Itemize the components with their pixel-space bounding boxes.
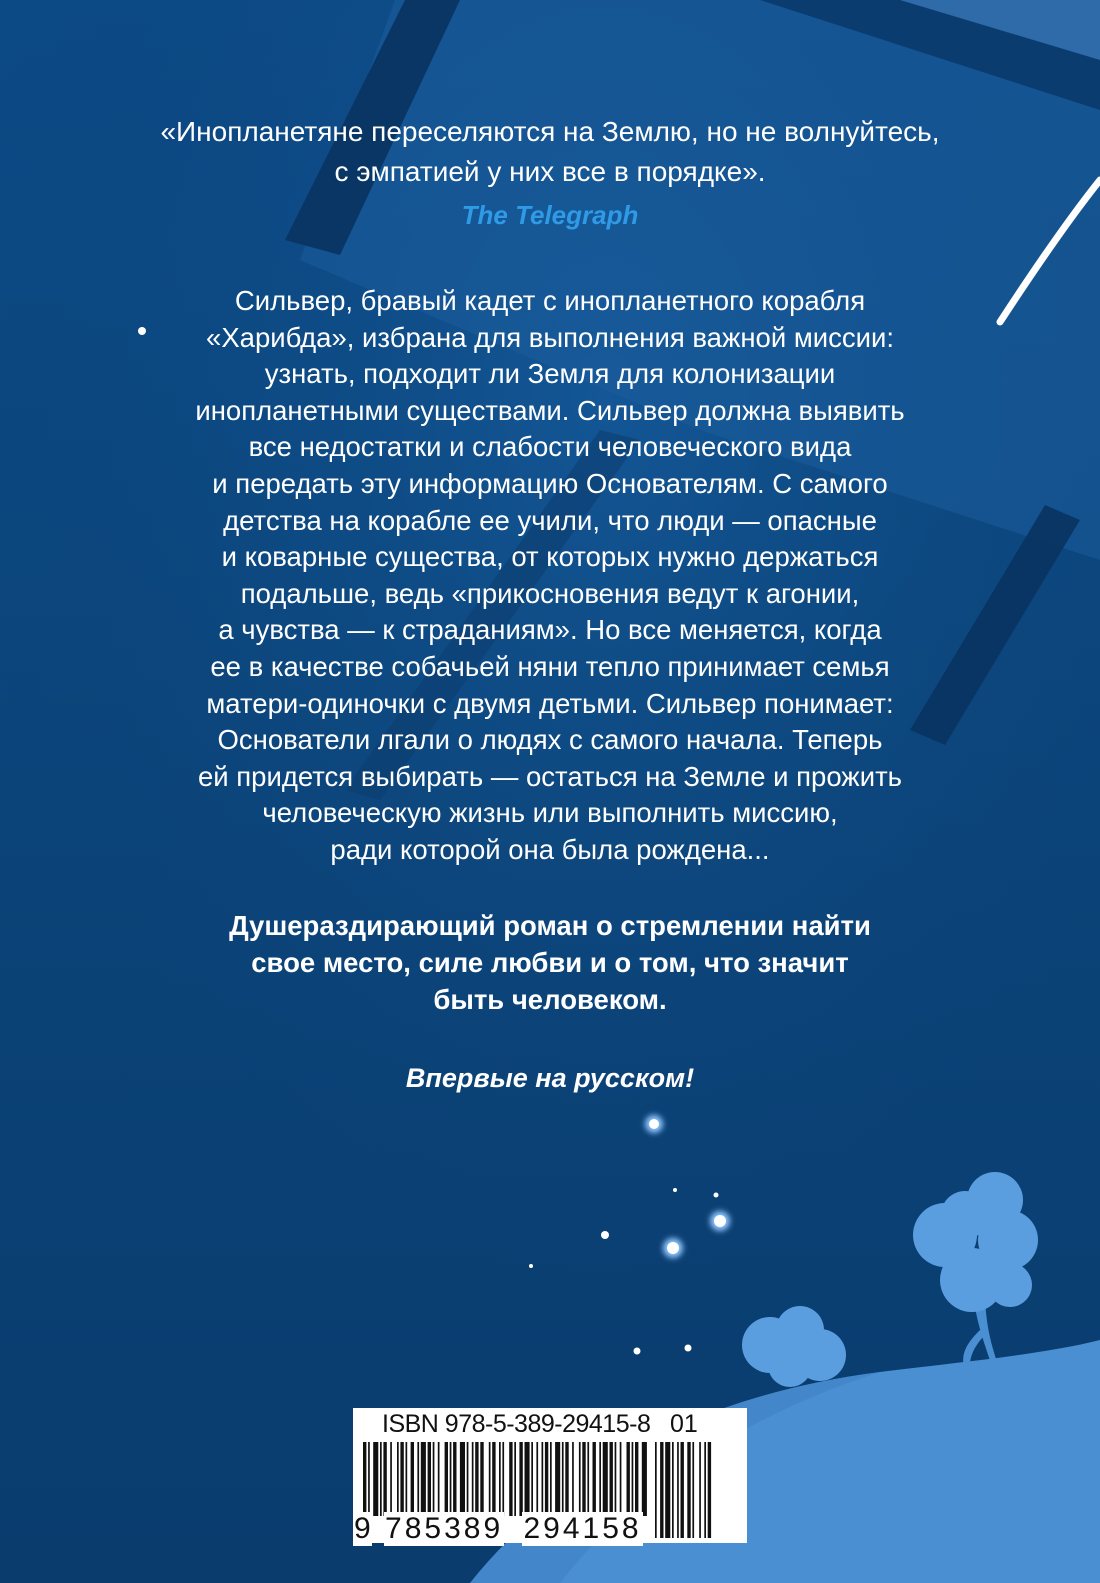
barcode-bar — [406, 1442, 408, 1516]
tagline — [0, 907, 1100, 1018]
barcode-bar — [397, 1442, 399, 1516]
barcode-lead-digit: 9 — [354, 1512, 371, 1545]
isbn-barcode — [353, 1408, 747, 1543]
barcode-group-2: 294158 — [523, 1512, 642, 1545]
barcode-bar — [489, 1442, 491, 1516]
barcode-bar — [579, 1442, 581, 1516]
star-dot-icon — [673, 1188, 677, 1192]
barcode-bar — [383, 1442, 386, 1516]
barcode-bar — [502, 1442, 504, 1516]
barcode-digits — [353, 1512, 643, 1546]
quote-line-1: «Инопланетяне переселяются на Землю, но не волнуйтесь, — [160, 116, 940, 147]
barcode-bar — [460, 1442, 465, 1516]
barcode-bar — [545, 1442, 548, 1516]
star-dot-icon — [714, 1193, 719, 1198]
barcode-addon-bar — [677, 1442, 679, 1538]
description-line: и коварные существа, от которых нужно держаться — [221, 541, 879, 573]
barcode-bar — [550, 1442, 552, 1516]
barcode-bar — [565, 1442, 568, 1516]
barcode-bar — [572, 1442, 574, 1516]
barcode-bar — [445, 1442, 448, 1516]
barcode-bar — [400, 1442, 403, 1516]
barcode-bar — [380, 1442, 382, 1516]
barcode-bar — [599, 1442, 601, 1516]
star-dot-icon — [601, 1231, 609, 1239]
barcode-addon-bar — [665, 1442, 670, 1538]
description-line: все недостатки и слабости человеческого вида — [248, 431, 852, 463]
description-line: детства на корабле ее учили, что люди — опасные — [223, 504, 877, 536]
barcode-bar — [587, 1442, 589, 1516]
barcode-bar — [610, 1442, 613, 1516]
description-line: человеческую жизнь или выполнить миссию, — [262, 797, 838, 829]
barcode-bar — [417, 1442, 419, 1516]
barcode-addon-bar — [699, 1442, 701, 1538]
star-dot-icon — [714, 1215, 726, 1227]
quote-line-2: с эмпатией у них все в порядке». — [334, 156, 766, 187]
barcode-bar — [615, 1442, 617, 1516]
barcode-bar — [620, 1442, 622, 1516]
description-line: подальше, ведь «прикосновения ведут к агонии, — [240, 577, 860, 609]
barcode-bar — [603, 1442, 608, 1516]
barcode-bar — [536, 1442, 538, 1516]
barcode-bar — [411, 1442, 414, 1516]
description-line: ей придется выбирать — остаться на Земле и прожить — [197, 760, 902, 792]
barcode-bar — [475, 1442, 478, 1516]
barcode-group-1: 785389 — [385, 1512, 504, 1545]
barcode-bar — [368, 1442, 370, 1516]
barcode-bar — [635, 1442, 638, 1516]
barcode-bar — [642, 1442, 647, 1516]
description-line: инопланетными существами. Сильвер должна выявить — [195, 394, 905, 426]
barcode-bar — [514, 1442, 516, 1516]
tagline-line: Душераздирающий роман о стремлении найти — [229, 910, 871, 941]
star-dot-icon — [529, 1264, 533, 1268]
press-quote — [0, 112, 1100, 232]
barcode-addon-bar — [687, 1442, 690, 1538]
barcode-bar — [472, 1442, 474, 1516]
barcode-bar — [428, 1442, 431, 1516]
description-line: ее в качестве собачьей няни тепло принимает семья — [210, 650, 890, 682]
star-dot-icon — [634, 1348, 641, 1355]
isbn-addon-code: 01 — [670, 1410, 698, 1438]
barcode-bar — [499, 1442, 501, 1516]
barcode-addon-bar — [708, 1442, 711, 1538]
barcode-bar — [555, 1442, 560, 1516]
barcode-bar — [421, 1442, 426, 1516]
barcode-bar — [531, 1442, 533, 1516]
barcode-bar — [593, 1442, 596, 1516]
barcode-addon-bar — [672, 1442, 674, 1538]
star-dot-icon — [667, 1242, 679, 1254]
barcode-bar — [390, 1442, 392, 1516]
barcode-bar — [480, 1442, 483, 1516]
barcode-bar — [373, 1442, 378, 1516]
star-dot-icon — [649, 1119, 659, 1129]
barcode-bar — [525, 1442, 530, 1516]
barcode-addon-bar — [660, 1442, 663, 1538]
description-line: Основатели лгали о людях с самого начала. Теперь — [217, 724, 883, 756]
barcode-bar — [453, 1442, 456, 1516]
barcode-addon-bar — [692, 1442, 694, 1538]
barcode-addon-bar — [681, 1442, 684, 1538]
barcode-bar — [627, 1442, 630, 1516]
barcode-addon-bar — [655, 1442, 657, 1538]
description-line: и передать эту информацию Основателям. С самого — [212, 467, 888, 499]
star-dot-icon — [685, 1345, 692, 1352]
book-description — [0, 283, 1100, 869]
description-line: ради которой она была рождена... — [330, 833, 770, 865]
barcode-bar — [492, 1442, 495, 1516]
tagline-line: свое место, силе любви и о том, что значит — [251, 947, 849, 978]
barcode-bar — [363, 1442, 366, 1516]
barcode-bar — [433, 1442, 435, 1516]
barcode-bar — [632, 1442, 634, 1516]
barcode-bar — [509, 1442, 512, 1516]
isbn-number: ISBN 978-5-389-29415-8 — [382, 1410, 651, 1438]
barcode-bar — [582, 1442, 585, 1516]
barcode-bar — [542, 1442, 544, 1516]
barcode-bar — [450, 1442, 452, 1516]
barcode-bar — [438, 1442, 440, 1516]
barcode-bar — [519, 1442, 522, 1516]
description-line: узнать, подходит ли Земля для колонизации — [264, 358, 836, 390]
tagline-line: быть человеком. — [433, 984, 667, 1015]
description-line: а чувства — к страданиям». Но все меняется, когда — [218, 614, 882, 646]
barcode-addon-bar — [704, 1442, 706, 1538]
description-line: Сильвер, бравый кадет с инопланетного корабля — [234, 285, 866, 316]
barcode-bar — [467, 1442, 469, 1516]
first-time-note: Впервые на русском! — [405, 1063, 695, 1093]
description-line: «Харибда», избрана для выполнения важной миссии: — [206, 321, 894, 353]
barcode-bar — [562, 1442, 564, 1516]
description-line: матери-одиночки с двумя детьми. Сильвер понимает: — [206, 687, 894, 719]
quote-source: The Telegraph — [461, 200, 639, 230]
